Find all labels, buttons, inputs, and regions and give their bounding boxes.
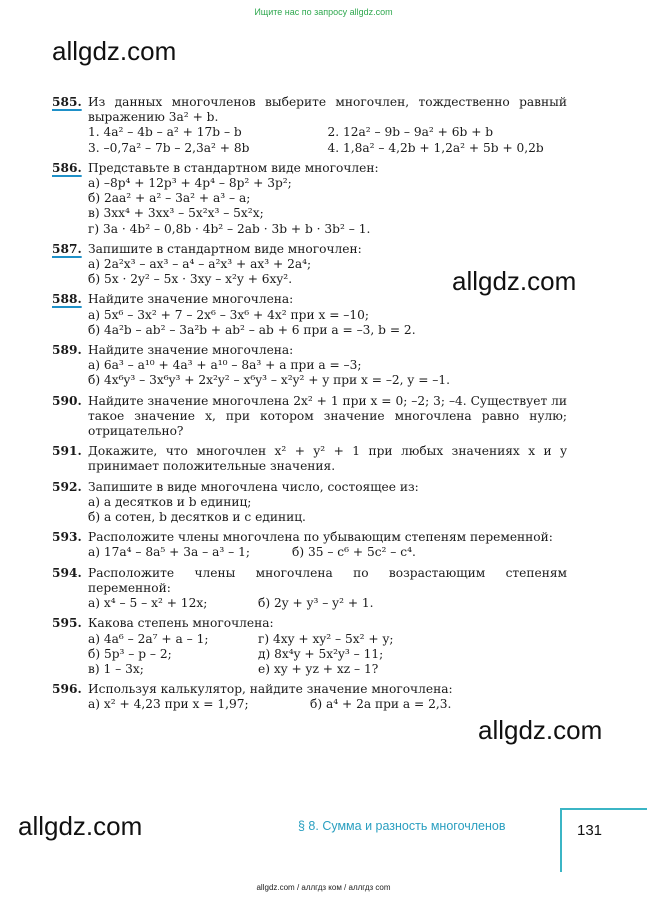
sub-item: а) x² + 4,23 при x = 1,97; (88, 697, 249, 712)
problem-595 (52, 616, 567, 677)
sub-item: а) 17a⁴ – 8a⁵ + 3a – a³ – 1; (88, 545, 250, 560)
sub-item: б) 5x · 2y² – 5x · 3xy – x²y + 6xy². (88, 272, 293, 287)
watermark: allgdz.com (18, 811, 143, 841)
sub-item: б) 2y + y³ – y² + 1. (258, 596, 374, 611)
problem-585 (52, 95, 567, 156)
problem-text: Докажите, что многочлен x² + y² + 1 при любых значениях x и y принимает положительные значения. (88, 444, 567, 474)
sub-item: е) xy + yz + xz – 1? (258, 661, 379, 676)
problem-number: 588. (52, 292, 82, 307)
problem-number: 590. (52, 393, 82, 408)
sub-item: а) x⁴ – 5 – x² + 12x; (88, 596, 208, 611)
page-number: 131 (577, 822, 603, 839)
problem-text: Используя калькулятор, найдите значение многочлена: (88, 682, 453, 697)
problem-text: Расположите члены многочлена по убывающим степеням переменной: (88, 530, 553, 545)
sub-item: б) 4x⁶y³ – 3x⁶y³ + 2x²y² – x⁶y³ – x²y² + y при x = –2, y = –1. (88, 373, 451, 388)
sub-item: д) 8x⁴y + 5x²y³ – 11; (258, 646, 384, 661)
sub-item: в) 1 – 3x; (88, 661, 144, 676)
watermark: allgdz.com (478, 715, 603, 745)
problem-number: 595. (52, 616, 82, 631)
top-link[interactable]: Ищите нас по запросу allgdz.com (254, 7, 393, 17)
sub-item: а) 2a²x³ – ax³ – a⁴ – a²x³ + ax³ + 2a⁴; (88, 257, 312, 272)
bottom-links[interactable]: allgdz.com / аллгдз ком / аллгдз com (256, 883, 391, 892)
option: 4. 1,8a² – 4,2b + 1,2a² + 5b + 0,2b (327, 140, 544, 155)
problem-586 (52, 161, 567, 237)
option: 1. 4a² – 4b – a² + 17b – b (88, 125, 242, 140)
problem-number: 592. (52, 479, 82, 494)
sub-item: б) a сотен, b десятков и c единиц. (88, 510, 306, 525)
problem-text: Запишите в виде многочлена число, состоящее из: (88, 479, 419, 494)
sub-item: б) a⁴ + 2a при a = 2,3. (310, 697, 452, 712)
problems-list (52, 95, 567, 718)
problem-text: Запишите в стандартном виде многочлен: (88, 241, 362, 256)
problem-text: Найдите значение многочлена: (88, 343, 294, 358)
watermark: allgdz.com (452, 266, 577, 296)
option: 2. 12a² – 9b – 9a² + 6b + b (327, 125, 494, 140)
section-title: § 8. Сумма и разность многочленов (298, 819, 506, 833)
problem-number: 596. (52, 682, 82, 697)
problem-number: 586. (52, 160, 82, 175)
problem-text: Найдите значение многочлена 2x² + 1 при x = 0; –2; 3; –4. Существует ли такое значение x, при котором значение многочлена равно нулю; отрицательно? (88, 393, 567, 439)
footer-divider-vertical (560, 808, 562, 872)
sub-item: б) 5p³ – p – 2; (88, 646, 172, 661)
problem-587 (52, 242, 567, 288)
problem-number: 589. (52, 343, 82, 358)
sub-item: а) 6a³ – a¹⁰ + 4a³ + a¹⁰ – 8a³ + a при a = –3; (88, 358, 362, 373)
sub-item: б) 35 – c⁶ + 5c² – c⁴. (291, 545, 416, 560)
sub-item: б) 2aa² + a² – 3a² + a³ – a; (88, 191, 251, 206)
sub-item: а) a десятков и b единиц; (88, 494, 252, 509)
sub-item: а) –8p⁴ + 12p³ + 4p⁴ – 8p² + 3p²; (88, 176, 292, 191)
option: 3. –0,7a² – 7b – 2,3a² + 8b (88, 140, 250, 155)
sub-item: г) 4xy + xy² – 5x² + y; (258, 631, 394, 646)
problem-591 (52, 444, 567, 474)
problem-594 (52, 566, 567, 612)
problem-text: Представьте в стандартном виде многочлен: (88, 160, 379, 175)
sub-item: б) 4a²b – ab² – 3a²b + ab² – ab + 6 при a = –3, b = 2. (88, 322, 416, 337)
problem-596 (52, 682, 567, 712)
problem-text: Найдите значение многочлена: (88, 292, 294, 307)
footer-divider (560, 808, 647, 810)
problem-text: Из данных многочленов выберите многочлен, тождественно равный выражению 3a² + b. (88, 95, 567, 125)
problem-589 (52, 343, 567, 389)
problem-number: 591. (52, 444, 82, 459)
problem-592 (52, 480, 567, 526)
problem-593 (52, 530, 567, 560)
problem-588 (52, 292, 567, 338)
sub-item: а) 5x⁶ – 3x² + 7 – 2x⁶ – 3x⁶ + 4x² при x = –10; (88, 307, 369, 322)
problem-number: 585. (52, 95, 82, 109)
sub-item: а) 4a⁶ – 2a⁷ + a – 1; (88, 631, 209, 646)
problem-text: Расположите члены многочлена по возрастающим степеням переменной: (88, 565, 567, 595)
problem-number: 587. (52, 241, 82, 256)
problem-590 (52, 394, 567, 440)
sub-item: в) 3xx⁴ + 3xx³ – 5x²x³ – 5x²x; (88, 206, 264, 221)
problem-number: 593. (52, 530, 82, 545)
sub-item: г) 3a · 4b² – 0,8b · 4b² – 2ab · 3b + b · 3b² – 1. (88, 221, 371, 236)
problem-number: 594. (52, 565, 82, 580)
watermark: allgdz.com (52, 36, 177, 66)
problem-text: Какова степень многочлена: (88, 616, 274, 631)
